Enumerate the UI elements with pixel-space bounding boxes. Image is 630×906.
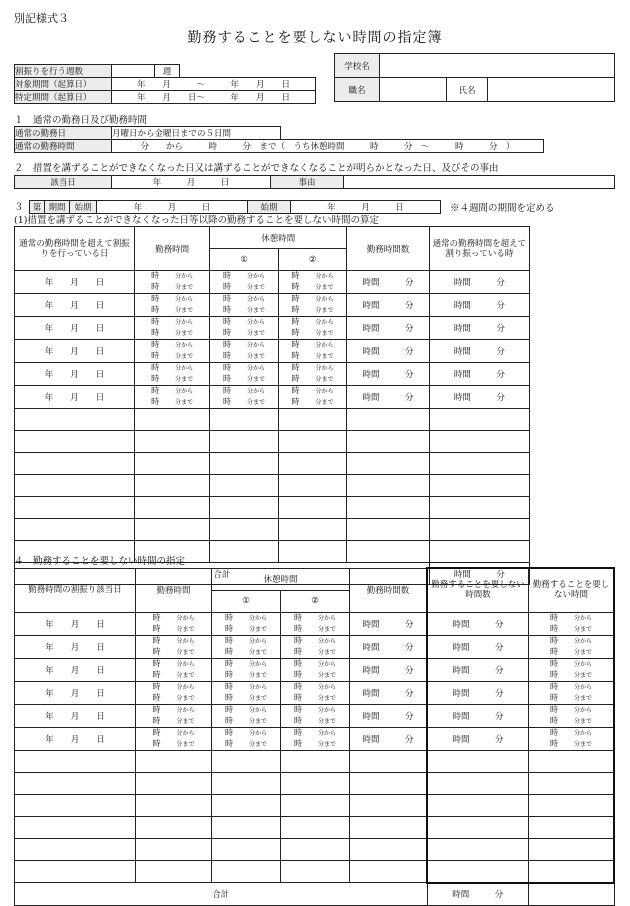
section4-table xyxy=(14,567,615,906)
special-value[interactable]: 年 月 日～ 年 月 日 xyxy=(112,91,316,104)
workday-label: 通常の勤務日 xyxy=(15,127,112,140)
name-label: 氏名 xyxy=(447,78,488,102)
week-unit: 週 xyxy=(155,65,180,78)
worktime-label: 通常の勤務時間 xyxy=(15,140,112,153)
col4-worktime-header: 勤務時間 xyxy=(136,568,212,612)
col4-break1-header: ① xyxy=(212,590,281,612)
time-range[interactable]: 時 分から 時 分まで xyxy=(224,635,267,656)
unreq-hours-cell[interactable]: 時間 分 xyxy=(427,727,529,750)
date-value[interactable]: 年 月 日 xyxy=(112,176,271,189)
hours-cell[interactable]: 時間 分 xyxy=(350,704,428,727)
time-range[interactable]: 時 分から 時 分まで xyxy=(152,704,195,725)
date-label: 該当日 xyxy=(15,176,112,189)
date-cell[interactable]: 年 月 日 xyxy=(15,317,135,340)
section2-heading: ２ 措置を講ずることができなくなった日又は講ずることができなくなることが明らかとなった日、及びその事由 xyxy=(14,163,499,174)
hours-cell[interactable]: 時間 分 xyxy=(347,317,429,340)
hours-cell[interactable]: 時間 分 xyxy=(347,386,429,409)
time-range[interactable]: 時 分から 時 分まで xyxy=(151,271,194,291)
school-label: 学校名 xyxy=(335,54,380,78)
job-field[interactable] xyxy=(380,78,447,102)
table-row xyxy=(15,453,530,475)
time-range[interactable]: 時 分から 時 分まで xyxy=(293,658,336,679)
time-range[interactable]: 時 分から 時 分まで xyxy=(152,681,195,702)
time-range[interactable]: 時 分から 時 分まで xyxy=(549,704,592,725)
total-label: 合計 xyxy=(15,563,430,585)
reason-field[interactable] xyxy=(344,176,615,189)
period-table xyxy=(14,64,316,104)
table-row xyxy=(15,363,530,386)
hours-cell[interactable]: 時間 分 xyxy=(347,340,429,363)
total-label: 合計 xyxy=(15,883,428,906)
hours-cell[interactable]: 時間 分 xyxy=(347,271,429,294)
date-cell[interactable]: 年 月 日 xyxy=(15,363,135,386)
time-range[interactable]: 時 分から 時 分まで xyxy=(291,363,334,383)
section3-subheading: (1)措置を講ずることができなくなった日等以降の勤務することを要しない時間の算定 xyxy=(14,215,379,226)
col4-break-header: 休憩時間 xyxy=(212,568,350,590)
time-range[interactable]: 時 分から 時 分まで xyxy=(224,612,267,633)
time-range[interactable]: 時 分から 時 分まで xyxy=(223,340,266,360)
school-field[interactable] xyxy=(380,54,615,78)
time-range[interactable]: 時 分から 時 分まで xyxy=(152,658,195,679)
time-range[interactable]: 時 分から 時 分まで xyxy=(224,704,267,725)
hours-cell[interactable]: 時間 分 xyxy=(347,363,429,386)
time-range[interactable]: 時 分から 時 分まで xyxy=(223,271,266,291)
time-range[interactable]: 時 分から 時 分まで xyxy=(151,340,194,360)
hours-cell[interactable]: 時間 分 xyxy=(350,727,428,750)
time-range[interactable]: 時 分から 時 分まで xyxy=(223,317,266,337)
worktime-value[interactable]: 分 から 時 分 まで（ うち休憩時間 時 分 ～ 時 分 ） xyxy=(112,140,544,153)
table-row xyxy=(15,794,615,816)
section2-table xyxy=(14,175,615,189)
hours-cell[interactable]: 時間 分 xyxy=(350,635,428,658)
col-hours-header: 勤務時間数 xyxy=(347,227,429,271)
col-date-header: 通常の勤務時間を超えて割振りを行っている日 xyxy=(15,227,135,271)
period-prefix: 第 xyxy=(30,201,45,214)
date-cell[interactable]: 年 月 日 xyxy=(15,271,135,294)
unreq-hours-cell[interactable]: 時間 分 xyxy=(427,704,529,727)
time-range[interactable]: 時 分から 時 分まで xyxy=(291,317,334,337)
time-range[interactable]: 時 分から 時 分まで xyxy=(152,612,195,633)
time-range[interactable]: 時 分から 時 分まで xyxy=(151,386,194,406)
time-range[interactable]: 時 分から 時 分まで xyxy=(549,727,592,748)
col-excess-header: 通常の勤務時間を超えて割り振っている時 xyxy=(429,227,529,271)
excess-cell[interactable]: 時間 分 xyxy=(429,386,529,409)
date-cell[interactable]: 年 月 日 xyxy=(15,681,136,704)
time-range[interactable]: 時 分から 時 分まで xyxy=(152,727,195,748)
table-row xyxy=(15,340,530,363)
time-range[interactable]: 時 分から 時 分まで xyxy=(293,681,336,702)
time-range[interactable]: 時 分から 時 分まで xyxy=(223,294,266,314)
end-label: 始期 xyxy=(248,201,291,214)
total-row xyxy=(15,883,615,906)
time-range[interactable]: 時 分から 時 分まで xyxy=(151,294,194,314)
date-cell[interactable]: 年 月 日 xyxy=(15,612,136,635)
col-break1-header: ① xyxy=(210,249,278,271)
hours-cell[interactable]: 時間 分 xyxy=(347,294,429,317)
table-row xyxy=(15,635,615,658)
target-value[interactable]: 年 月 ～ 年 月 日 xyxy=(112,78,316,91)
start-label: 始期 xyxy=(70,201,97,214)
date-cell[interactable]: 年 月 日 xyxy=(15,658,136,681)
date-cell[interactable]: 年 月 日 xyxy=(15,386,135,409)
excess-cell[interactable]: 時間 分 xyxy=(429,317,529,340)
table-row xyxy=(15,317,530,340)
table-row xyxy=(15,271,530,294)
time-range[interactable]: 時 分から 時 分まで xyxy=(293,612,336,633)
date-cell[interactable]: 年 月 日 xyxy=(15,294,135,317)
weekly-label: 割振りを行う週数 xyxy=(15,65,112,78)
total-value[interactable]: 時間 分 xyxy=(429,563,529,585)
time-range[interactable]: 時 分から 時 分まで xyxy=(224,727,267,748)
special-label: 特定期間（起算日） xyxy=(15,91,112,104)
time-range[interactable]: 時 分から 時 分まで xyxy=(293,635,336,656)
excess-cell[interactable]: 時間 分 xyxy=(429,363,529,386)
job-label: 職名 xyxy=(335,78,380,102)
col4-date-header: 勤務時間の割振り該当日 xyxy=(15,568,136,612)
workday-value[interactable]: 月曜日から金曜日までの５日間 xyxy=(112,127,281,140)
table-row xyxy=(15,860,615,883)
table-row xyxy=(15,816,615,838)
hours-cell[interactable]: 時間 分 xyxy=(350,612,428,635)
table-row xyxy=(15,409,530,431)
school-table xyxy=(334,53,615,102)
time-range[interactable]: 時 分から 時 分まで xyxy=(291,294,334,314)
excess-cell[interactable]: 時間 分 xyxy=(429,271,529,294)
table-row xyxy=(15,838,615,860)
time-range[interactable]: 時 分から 時 分まで xyxy=(152,635,195,656)
section4-heading: ４ 勤務することを要しない時間の指定 xyxy=(14,556,186,567)
date-cell[interactable]: 年 月 日 xyxy=(15,635,136,658)
time-range[interactable]: 時 分から 時 分まで xyxy=(291,271,334,291)
unreq-hours-cell[interactable]: 時間 分 xyxy=(427,658,529,681)
table-row xyxy=(15,658,615,681)
table-row xyxy=(15,475,530,497)
time-range[interactable]: 時 分から 時 分まで xyxy=(291,340,334,360)
section3-table xyxy=(14,226,530,585)
table-row xyxy=(15,681,615,704)
hours-cell[interactable]: 時間 分 xyxy=(350,681,428,704)
table-row xyxy=(15,519,530,541)
name-field[interactable] xyxy=(488,78,615,102)
time-range[interactable]: 時 分から 時 分まで xyxy=(223,363,266,383)
form-number: 別記様式３ xyxy=(14,12,69,25)
time-range[interactable]: 時 分から 時 分まで xyxy=(549,681,592,702)
time-range[interactable]: 時 分から 時 分まで xyxy=(291,386,334,406)
table-row xyxy=(15,750,615,772)
time-range[interactable]: 時 分から 時 分まで xyxy=(151,363,194,383)
excess-cell[interactable]: 時間 分 xyxy=(429,294,529,317)
date-cell[interactable]: 年 月 日 xyxy=(15,704,136,727)
col-worktime-header: 勤務時間 xyxy=(134,227,209,271)
col4-break2-header: ② xyxy=(281,590,350,612)
time-range[interactable]: 時 分から 時 分まで xyxy=(224,658,267,679)
date-cell[interactable]: 年 月 日 xyxy=(15,727,136,750)
time-range[interactable]: 時 分から 時 分まで xyxy=(549,635,592,656)
time-range[interactable]: 時 分から 時 分まで xyxy=(151,317,194,337)
excess-cell[interactable]: 時間 分 xyxy=(429,340,529,363)
target-label: 対象期間（起算日） xyxy=(15,78,112,91)
time-range[interactable]: 時 分から 時 分まで xyxy=(293,704,336,725)
col-break2-header: ② xyxy=(278,249,346,271)
period-label: 期間 xyxy=(45,201,70,214)
col4-hours-header: 勤務時間数 xyxy=(350,568,428,612)
col4-unreq-time-header: 勤務することを要しない時間 xyxy=(529,568,615,612)
unreq-hours-cell[interactable]: 時間 分 xyxy=(427,635,529,658)
unreq-hours-cell[interactable]: 時間 分 xyxy=(427,681,529,704)
table-row xyxy=(15,727,615,750)
time-range[interactable]: 時 分から 時 分まで xyxy=(223,386,266,406)
col-break-header: 休憩時間 xyxy=(210,227,347,249)
section3-heading: ３ xyxy=(14,202,24,213)
table-row xyxy=(15,704,615,727)
section3-period xyxy=(29,200,441,214)
time-range[interactable]: 時 分から 時 分まで xyxy=(293,727,336,748)
date-cell[interactable]: 年 月 日 xyxy=(15,340,135,363)
unreq-hours-cell[interactable]: 時間 分 xyxy=(427,612,529,635)
time-range[interactable]: 時 分から 時 分まで xyxy=(549,658,592,679)
page-title: 勤務することを要しない時間の指定簿 xyxy=(187,30,443,46)
start-value[interactable]: 年 月 日 xyxy=(97,201,248,214)
table-row xyxy=(15,386,530,409)
period-note: ※４週間の期間を定める xyxy=(450,203,555,214)
reason-label: 事由 xyxy=(271,176,344,189)
table-row xyxy=(15,612,615,635)
section1-table xyxy=(14,126,544,153)
end-value[interactable]: 年 月 日 xyxy=(291,201,441,214)
table-row xyxy=(15,497,530,519)
table-row xyxy=(15,294,530,317)
section1-heading: １ 通常の勤務日及び勤務時間 xyxy=(14,115,148,126)
hours-cell[interactable]: 時間 分 xyxy=(350,658,428,681)
total-value[interactable]: 時間 分 xyxy=(427,883,529,906)
time-range[interactable]: 時 分から 時 分まで xyxy=(224,681,267,702)
table-row xyxy=(15,431,530,453)
table-row xyxy=(15,772,615,794)
col4-unreq-hours-header: 勤務することを要しない時間数 xyxy=(427,568,529,612)
time-range[interactable]: 時 分から 時 分まで xyxy=(549,612,592,633)
